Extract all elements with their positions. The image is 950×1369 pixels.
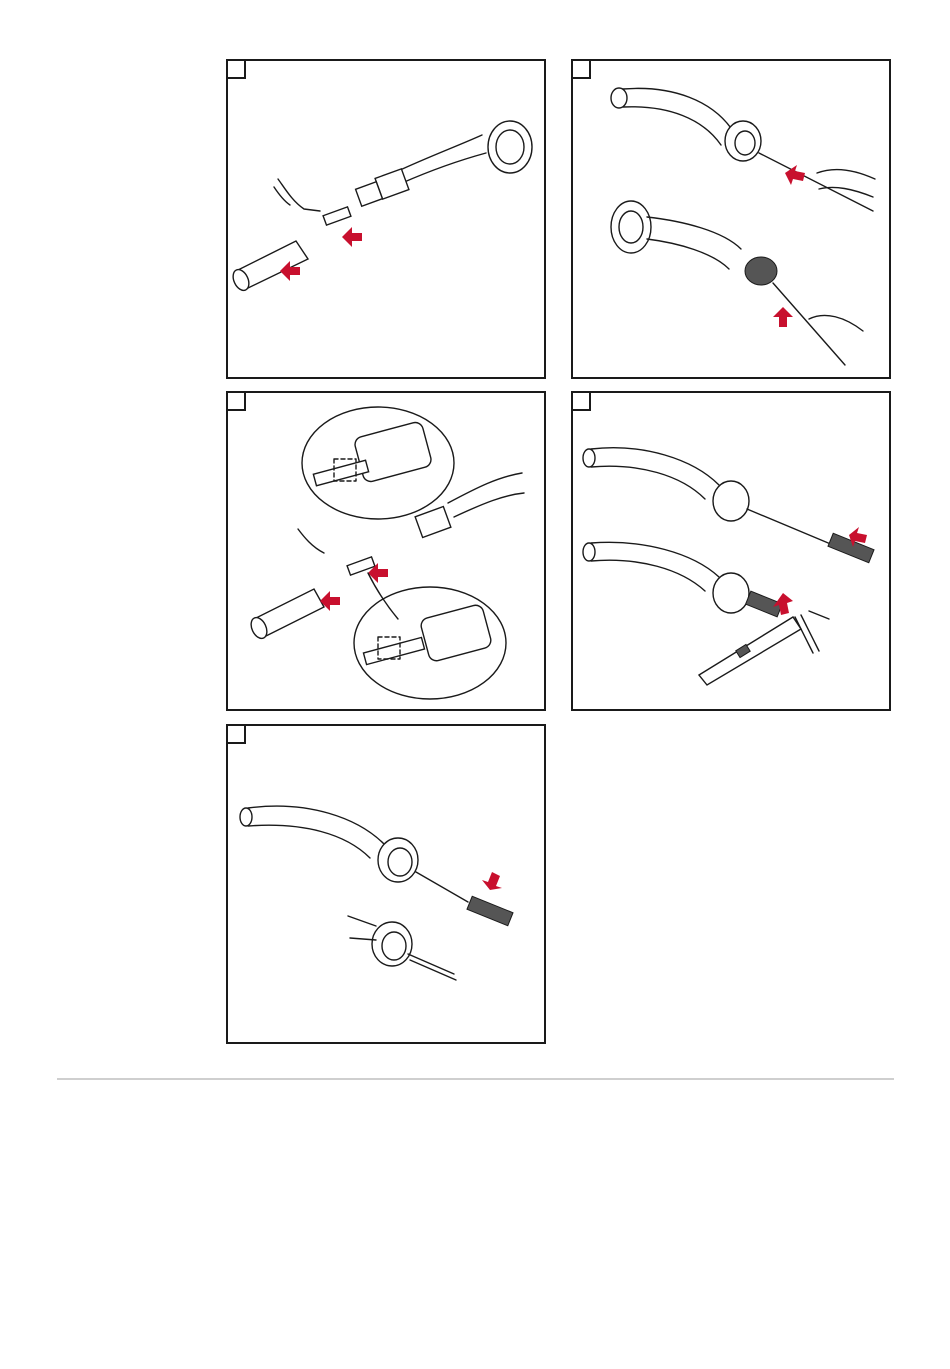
illustration-insert-tip	[228, 393, 544, 709]
torch-neck-icon	[623, 88, 733, 131]
step-panel-1	[226, 59, 546, 379]
arrow-icon	[482, 872, 502, 890]
step-panel-5	[226, 724, 546, 1044]
liner-sleeve-icon	[467, 896, 513, 925]
step-panel-2	[571, 59, 891, 379]
contact-tip-icon	[323, 207, 351, 225]
wrench-hand-icon	[278, 179, 320, 211]
gas-nozzle-icon	[230, 241, 308, 293]
arrow-icon	[342, 227, 362, 247]
torch-neck-icon	[398, 135, 482, 171]
step-panel-3	[226, 391, 546, 711]
liner-icon	[759, 153, 873, 211]
illustration-slide-sleeve	[228, 726, 544, 1042]
hand-icon	[817, 170, 875, 179]
illustration-remove-nozzle	[228, 61, 544, 377]
torch-neck-icon	[448, 473, 522, 503]
step-panel-4	[571, 391, 891, 711]
gas-nozzle-icon	[248, 589, 324, 641]
footer-divider	[57, 1078, 894, 1080]
illustration-cut-liner	[573, 393, 889, 709]
illustration-pull-liner	[573, 61, 889, 377]
